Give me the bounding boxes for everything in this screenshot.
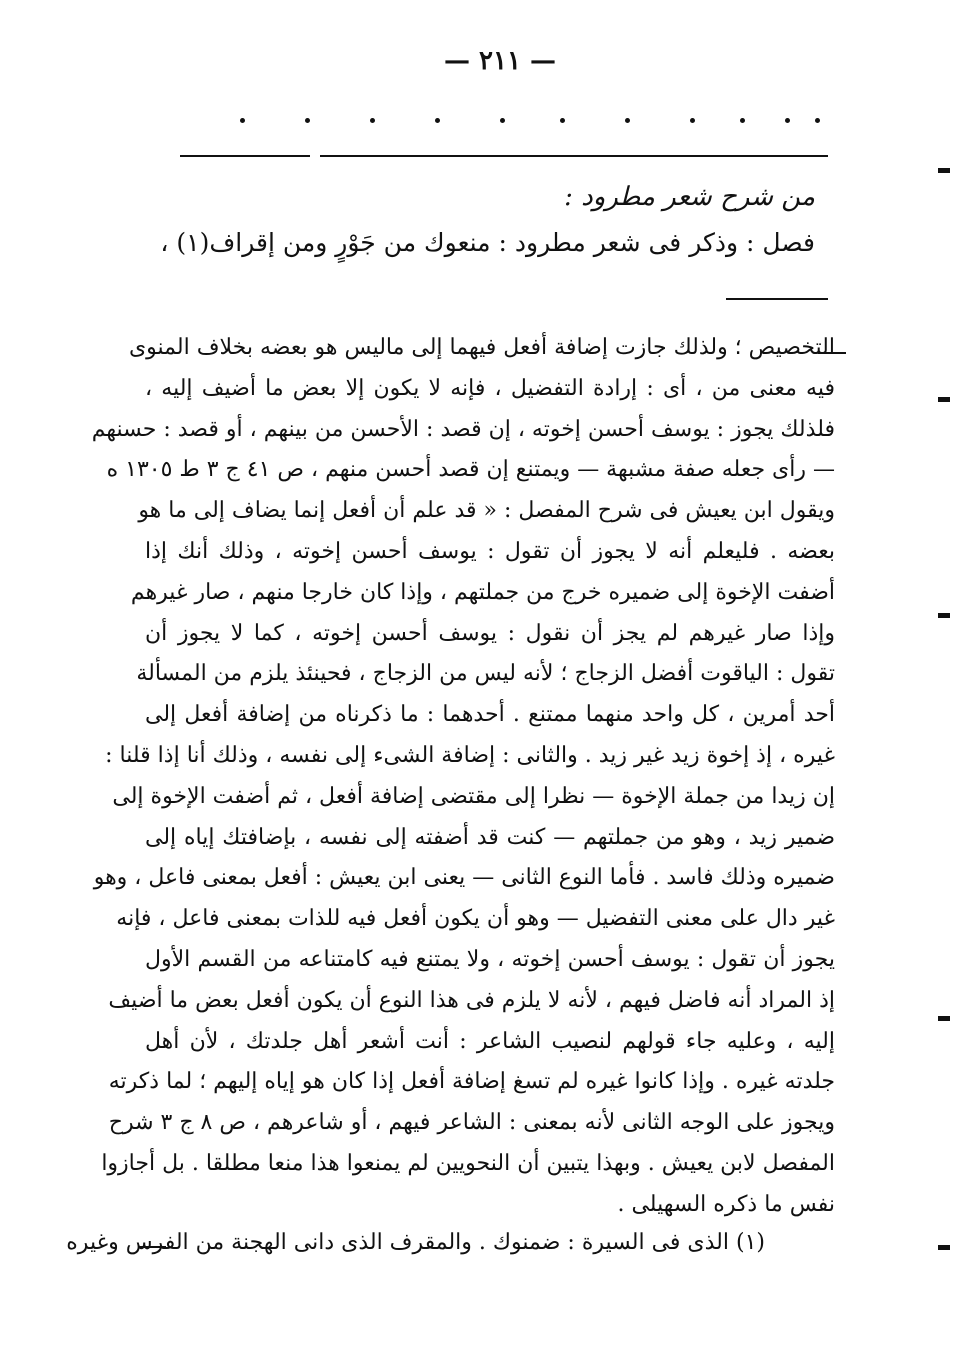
body-text	[91, 328, 835, 1226]
body-line: إذ المراد أنه فاضل فيهم ، لأنه لا يلزم فى هذا النوع أن يكون أفعل بعض ما أضيف	[108, 987, 835, 1013]
body-line: ضميره وذلك فاسد . فأما النوع الثانى — يعنى ابن يعيش : أفعل بمعنى فاعل ، وهو	[93, 865, 835, 891]
header-rule-right	[320, 155, 828, 157]
body-line: التخصيص ؛ ولذلك جازت إضافة أفعل فيهما إلى ماليس هو بعضه بخلاف المنوى	[128, 335, 835, 360]
header-rule-left	[180, 155, 310, 157]
margin-mark	[938, 397, 950, 402]
body-line: يجوز أن تقول : يوسف أحسن إخوته ، ولا يمتنع فيه كامتناعه من القسم الأول	[145, 946, 835, 972]
section-rule	[726, 298, 828, 300]
footnote-dash	[140, 1246, 166, 1248]
body-line: فلذلك يجوز : يوسف أحسن إخوته ، إن قصد : الأحسن من بينهم ، أو قصد : حسنهم	[91, 416, 835, 442]
body-line: إن زيدا من جملة الإخوة — نظرا إلى مقتضى إضافة أفعل ، ثم أضفت الإخوة إلى	[112, 783, 835, 809]
body-line: فيه معنى من ، أى : إرادة التفضيل ، فإنه لا يكون إلا بعض ما أضيف إليه ،	[145, 375, 835, 401]
margin-mark	[938, 168, 950, 173]
body-line: نفس ما ذكره السهيلى .	[617, 1191, 835, 1217]
chapter-line: فصل : وذكر فى شعر مطرود : منعوك من جَوْرٍ ومن إقراف(١) ،	[160, 228, 815, 257]
footnote: (١) الذى فى السيرة : ضمنوك . والمقرف الذى دانى الهجنة من الفرس وغيره	[66, 1230, 765, 1255]
body-line: ويقول ابن يعيش فى شرح المفصل : « قد علم أن أفعل إنما يضاف إلى ما هو	[138, 498, 835, 524]
body-line: بعضه . فليعلم أنه لا يجوز أن تقول : يوسف أحسن إخوته ، وذلك أنك إذا	[145, 538, 835, 564]
margin-mark	[938, 1245, 950, 1250]
body-line: إليه ، وعليه جاء قولهم لنصيب الشاعر : أنت أشعر أهل جلدتك ، لأن أهل	[145, 1028, 835, 1054]
body-line: ويجوز على الوجه الثانى لأنه بمعنى : الشاعر فيهم ، أو شاعرهم ، ص ٨ ج ٣ شرح	[108, 1110, 835, 1136]
body-line: جلدته غيره . وإذا كانوا غيره لم تسغ إضافة أفعل إذا كان هو إياه إليهم ؛ لما ذكرته	[108, 1069, 835, 1095]
body-line: غير دال على معنى التفضيل — وهو أن يكون أفعل فيه للذات بمعنى فاعل ، فإنه	[116, 906, 835, 932]
section-heading: من شرح شعر مطرود :	[564, 182, 815, 212]
body-line: غيره ، إذ إخوة زيد غير زيد . والثانى : إضافة الشىء إلى نفسه ، وذلك أنا إذا قلنا :	[105, 742, 835, 768]
ornament-dots	[240, 118, 820, 138]
body-start-dash	[818, 352, 846, 354]
body-line: أحد أمرين ، كل واحد منهما ممتنع . أحدهما : ما ذكرناه من إضافة أفعل إلى	[145, 702, 835, 728]
body-line: — رأى جعله صفة مشبهة — ويمتنع إن قصد أحسن منهم ، ص ٤١ ج ٣ ط ١٣٠٥ ه	[106, 457, 835, 483]
margin-mark	[938, 613, 950, 618]
body-line: تقول : الياقوت أفضل الزجاج ؛ لأنه ليس من الزجاج ، فحينئذ يلزم من المسألة	[136, 661, 835, 687]
body-line: المفصل لابن يعيش . وبهذا يتبين أن النحويين لم يمنعوا هذا منعا مطلقا . بل أجازوا	[101, 1150, 835, 1176]
body-line: أضفت الإخوة إلى ضميره خرج من جملتهم ، وإذا كان خارجا منهم ، صار غيرهم	[130, 579, 835, 605]
page-number: — ٢١١ —	[443, 46, 557, 76]
margin-mark	[938, 1016, 950, 1021]
body-line: ضمير زيد ، وهو من جملتهم — كنت قد أضفته إلى نفسه ، بإضافتك إياه إلى	[145, 824, 835, 850]
body-line: وإذا صار غيرهم لم يجز أن نقول : يوسف أحسن إخوته ، كما لا يجوز أن	[145, 620, 835, 646]
